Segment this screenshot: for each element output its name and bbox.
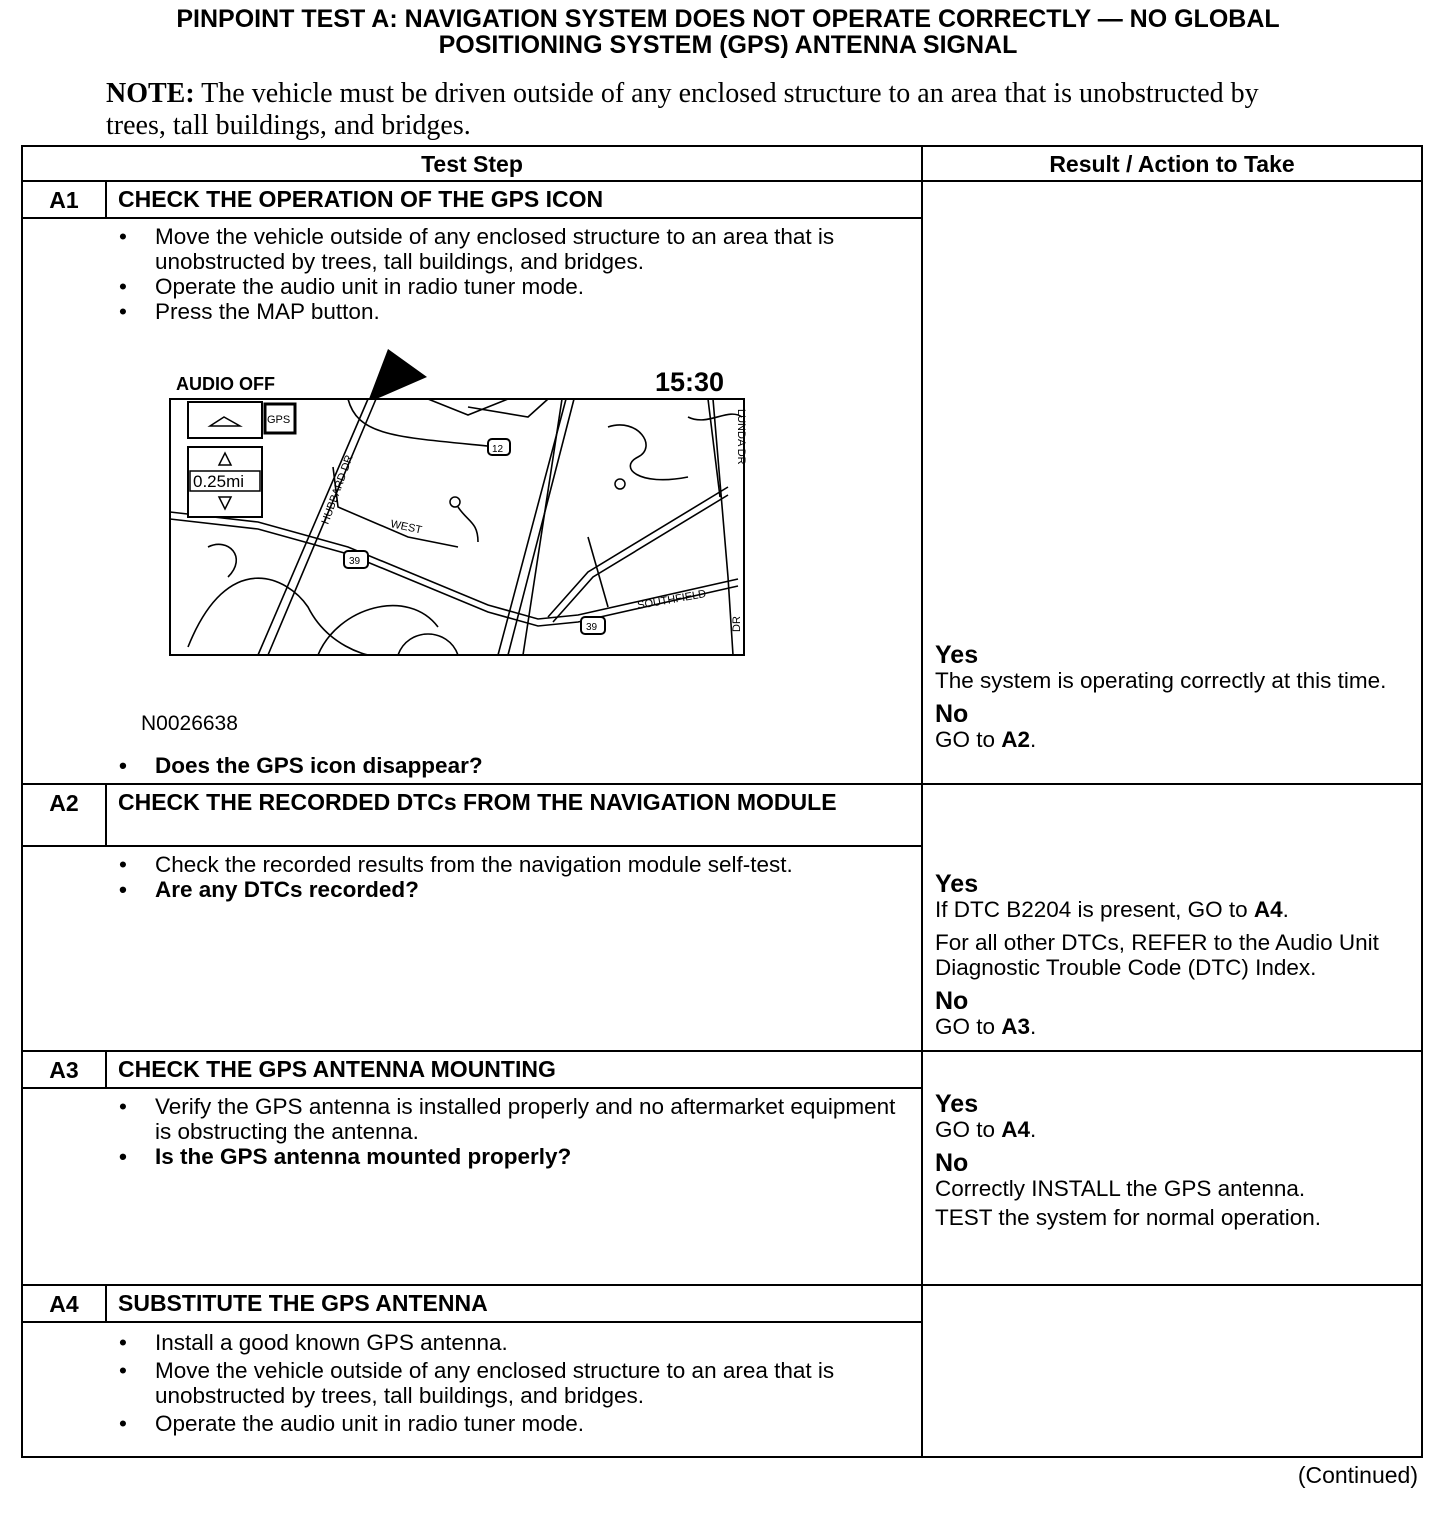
a1-title-divider — [23, 217, 921, 219]
list-item: • Operate the audio unit in radio tuner mode. — [119, 1411, 585, 1436]
a2-id-divider — [105, 785, 107, 847]
navigation-screen-illustration — [168, 347, 768, 677]
note-label: NOTE: — [106, 78, 195, 109]
a3-id-divider — [105, 1052, 107, 1089]
figure-id: N0026638 — [141, 712, 238, 735]
audio-off-label: AUDIO OFF — [176, 374, 275, 394]
no-label: No — [935, 1149, 969, 1177]
no-target-link[interactable]: A2 — [1001, 727, 1031, 752]
step-a2-bullets — [113, 852, 913, 902]
list-item: • Move the vehicle outside of any enclosed structure to an area that is unobstructed by trees, tall buildings, and bridges. — [119, 1358, 835, 1408]
a3-title-divider — [23, 1087, 921, 1089]
route-39-label: 39 — [349, 556, 361, 567]
a4-title-divider — [23, 1321, 921, 1323]
gps-icon-label: GPS — [267, 414, 291, 426]
step-a2-result — [935, 871, 1425, 1039]
note-text: The vehicle must be driven outside of any enclosed structure to an area that is unobstructed by trees, tall buildings, and bridges. — [106, 78, 1259, 141]
step-a2-id: A2 — [49, 790, 79, 816]
no-text-2: TEST the system for normal operation. — [935, 1205, 1321, 1230]
no-text: GO to A2. — [935, 727, 1037, 752]
list-item: • Move the vehicle outside of any enclosed structure to an area that is unobstructed by trees, tall buildings, and bridges. — [119, 224, 835, 274]
street-label: DR — [731, 616, 743, 632]
yes-label: Yes — [935, 870, 979, 898]
yes-text: The system is operating correctly at this time. — [935, 668, 1387, 693]
street-label: WEST — [389, 518, 423, 537]
step-a4-title: SUBSTITUTE THE GPS ANTENNA — [118, 1290, 488, 1316]
continued-label: (Continued) — [1297, 1462, 1418, 1488]
note — [106, 78, 1286, 142]
yes-text: GO to A4. — [935, 1117, 1037, 1142]
header-test-step: Test Step — [421, 151, 523, 177]
step-a1-bullets — [113, 224, 913, 324]
step-a3-bullets — [113, 1094, 913, 1169]
list-item: • Are any DTCs recorded? — [119, 877, 419, 902]
step-a1-title: CHECK THE OPERATION OF THE GPS ICON — [118, 186, 604, 212]
step-a1-question — [113, 753, 913, 778]
page-title — [0, 6, 1456, 58]
step-a3-title: CHECK THE GPS ANTENNA MOUNTING — [118, 1056, 556, 1082]
street-label: SOUTHFIELD — [636, 588, 708, 612]
street-label: LUNDA DR — [735, 409, 747, 465]
step-a1-id: A1 — [49, 187, 79, 213]
title-line-1: PINPOINT TEST A: NAVIGATION SYSTEM DOES NOT OPERATE CORRECTLY — NO GLOBAL — [176, 5, 1280, 33]
a1-id-divider — [105, 182, 107, 219]
yes-target-link[interactable]: A4 — [1001, 1117, 1031, 1142]
no-label: No — [935, 987, 969, 1015]
yes-text-2: For all other DTCs, REFER to the Audio Unit Diagnostic Trouble Code (DTC) Index. — [935, 930, 1379, 980]
no-target-link[interactable]: A3 — [1001, 1014, 1031, 1039]
a2-title-divider — [23, 845, 921, 847]
yes-label: Yes — [935, 641, 979, 669]
yes-target-link[interactable]: A4 — [1253, 897, 1283, 922]
a1-a2-divider — [23, 783, 1421, 785]
list-item: • Is the GPS antenna mounted properly? — [119, 1144, 572, 1169]
step-a4-id: A4 — [49, 1291, 79, 1317]
step-a4-bullets — [113, 1330, 913, 1436]
list-item: • Press the MAP button. — [119, 299, 380, 324]
list-item: • Verify the GPS antenna is installed properly and no aftermarket equipment is obstructing the antenna. — [119, 1094, 896, 1144]
step-a3-id: A3 — [49, 1057, 79, 1083]
no-text: GO to A3. — [935, 1014, 1037, 1039]
clock-label: 15:30 — [655, 367, 725, 397]
header-result: Result / Action to Take — [1049, 151, 1295, 177]
a2-a3-divider — [23, 1050, 1421, 1052]
header-divider — [23, 180, 1421, 182]
list-item: • Check the recorded results from the navigation module self-test. — [119, 852, 793, 877]
list-item: • Operate the audio unit in radio tuner mode. — [119, 274, 585, 299]
route-39-label: 39 — [586, 622, 598, 633]
column-divider — [921, 147, 923, 1456]
no-label: No — [935, 700, 969, 728]
scale-label: 0.25mi — [193, 472, 245, 491]
yes-text: If DTC B2204 is present, GO to A4. — [935, 897, 1289, 922]
list-item: • Does the GPS icon disappear? — [119, 753, 483, 778]
list-item: • Install a good known GPS antenna. — [119, 1330, 508, 1355]
pinpoint-test-table — [21, 145, 1423, 1458]
step-a2-title: CHECK THE RECORDED DTCs FROM THE NAVIGATION MODULE — [118, 789, 837, 815]
route-12-label: 12 — [492, 444, 504, 455]
a4-id-divider — [105, 1286, 107, 1323]
step-a1-result — [935, 642, 1425, 752]
title-line-2: POSITIONING SYSTEM (GPS) ANTENNA SIGNAL — [438, 31, 1018, 59]
step-a3-result — [935, 1091, 1425, 1230]
street-label: HUBBARD DR — [319, 453, 356, 527]
yes-label: Yes — [935, 1090, 979, 1118]
no-text-1: Correctly INSTALL the GPS antenna. — [935, 1176, 1306, 1201]
a3-a4-divider — [23, 1284, 1421, 1286]
map-orientation-button — [188, 402, 262, 438]
